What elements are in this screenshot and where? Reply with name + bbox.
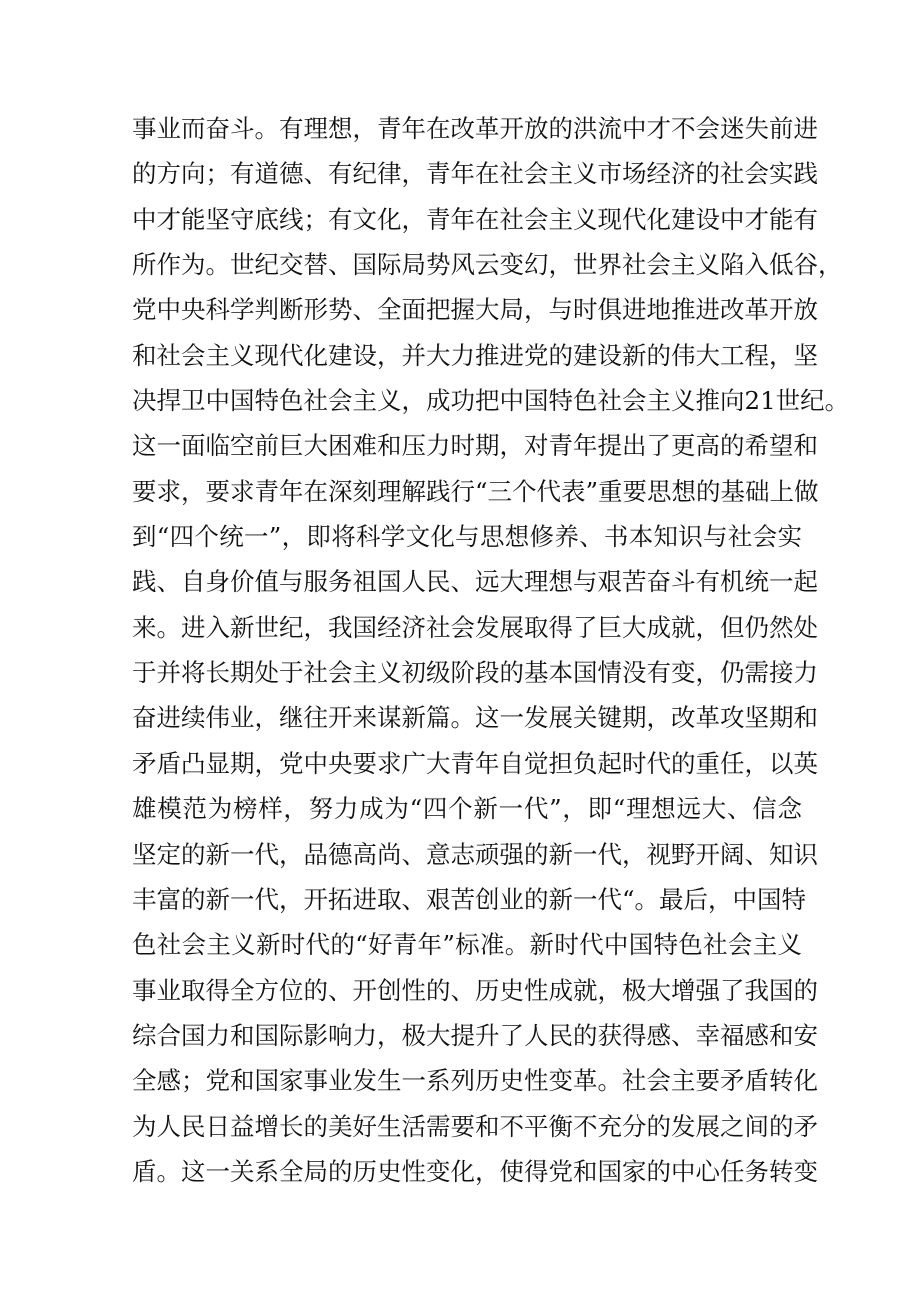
text-line: 全感；党和国家事业发生一系列历史性变革。社会主要矛盾转化 [132, 1066, 818, 1096]
text-line: 为人民日益增长的美好生活需要和不平衡不充分的发展之间的矛 [132, 1111, 818, 1141]
text-line: 事业取得全方位的、开创性的、历史性成就，极大增强了我国的 [132, 975, 818, 1005]
text-line: 盾。这一关系全局的历史性变化，使得党和国家的中心任务转变 [132, 1156, 818, 1186]
text-line: 坚定的新一代，品德高尚、意志顽强的新一代，视野开阔、知识 [132, 839, 818, 869]
text-line: 来。进入新世纪，我国经济社会发展取得了巨大成就，但仍然处 [132, 612, 818, 642]
text-line: 事业而奋斗。有理想，青年在改革开放的洪流中才不会迷失前进 [132, 114, 818, 143]
text-line: 综合国力和国际影响力，极大提升了人民的获得感、幸福感和安 [132, 1020, 818, 1050]
text-line: 中才能坚守底线；有文化，青年在社会主义现代化建设中才能有 [132, 204, 818, 234]
text-line: 决捍卫中国特色社会主义，成功把中国特色社会主义推向21世纪。 [132, 386, 850, 416]
text-line: 和社会主义现代化建设，并大力推进党的建设新的伟大工程，坚 [132, 340, 818, 370]
text-line: 于并将长期处于社会主义初级阶段的基本国情没有变，仍需接力 [132, 658, 818, 688]
text-line: 到“四个统一”，即将科学文化与思想修养、书本知识与社会实 [132, 522, 802, 552]
text-line: 所作为。世纪交替、国际局势风云变幻，世界社会主义陷入低谷， [132, 250, 843, 280]
text-line: 党中央科学判断形势、全面把握大局，与时俱进地推进改革开放 [132, 295, 818, 325]
text-line: 践、自身价值与服务祖国人民、远大理想与艰苦奋斗有机统一起 [132, 567, 818, 597]
text-line: 奋进续伟业，继往开来谋新篇。这一发展关键期，改革攻坚期和 [132, 703, 818, 733]
text-line: 矛盾凸显期，党中央要求广大青年自觉担负起时代的重任，以英 [132, 748, 818, 778]
text-line: 色社会主义新时代的“好青年”标准。新时代中国特色社会主义 [132, 930, 802, 960]
text-line: 要求，要求青年在深刻理解践行“三个代表”重要思想的基础上做 [132, 476, 819, 506]
text-line: 的方向；有道德、有纪律，青年在社会主义市场经济的社会实践 [132, 159, 818, 189]
text-line: 雄模范为榜样，努力成为“四个新一代”，即“理想远大、信念 [132, 794, 802, 824]
text-line: 这一面临空前巨大困难和压力时期，对青年提出了更高的希望和 [132, 431, 818, 461]
body-paragraph [132, 106, 850, 1194]
text-line: 丰富的新一代，开拓进取、艰苦创业的新一代“。最后，中国特 [132, 884, 807, 914]
